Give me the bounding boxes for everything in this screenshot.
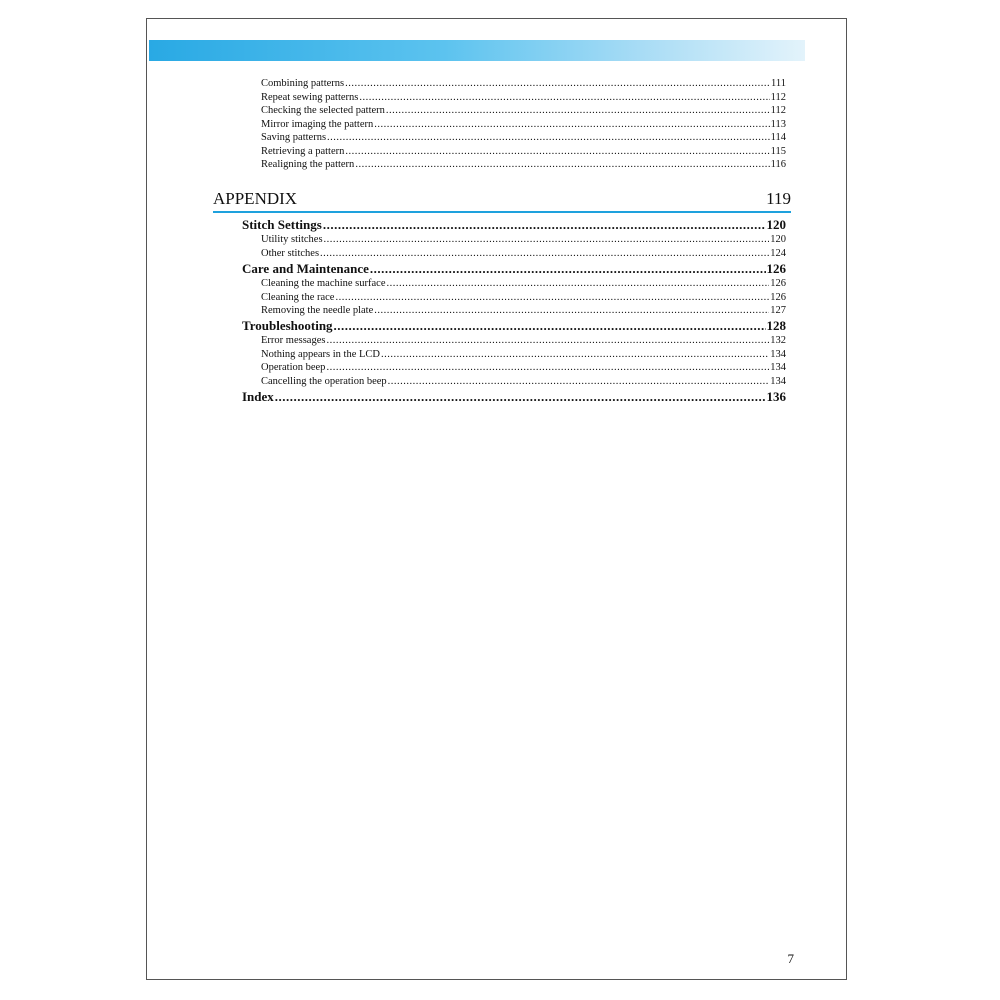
- toc-entry-page: 111: [771, 78, 786, 89]
- dot-leader: [355, 158, 769, 172]
- dot-leader: [374, 304, 769, 318]
- toc-entry-label: Error messages: [261, 335, 326, 346]
- toc-section-label: Care and Maintenance: [242, 261, 369, 276]
- toc-entry-label: Retrieving a pattern: [261, 145, 345, 157]
- toc-entry-page: 134: [770, 348, 786, 360]
- toc-entry-label: Saving patterns: [261, 132, 327, 143]
- toc-entry-page: 114: [770, 132, 786, 143]
- toc-entry-page: 113: [770, 118, 786, 130]
- toc-entry-mirror-imaging[interactable]: [261, 118, 786, 132]
- toc-entry-label: Other stitches: [261, 247, 320, 259]
- toc-entry-other-stitches[interactable]: [261, 247, 786, 261]
- toc-entry-removing-needle-plate[interactable]: [261, 304, 786, 318]
- toc-entry-label: Operation beep: [261, 362, 326, 373]
- chapter-heading-appendix[interactable]: [213, 189, 791, 209]
- toc-entry-label: Realigning the pattern: [261, 159, 355, 170]
- toc-entry-saving-patterns[interactable]: [261, 131, 786, 145]
- toc-entry-page: 134: [770, 362, 786, 373]
- dot-leader: [335, 291, 769, 305]
- dot-leader: [388, 375, 770, 389]
- dot-leader: [345, 145, 769, 159]
- toc-entry-page: 112: [770, 91, 786, 103]
- toc-entry-label: Repeat sewing patterns: [261, 91, 359, 103]
- dot-leader: [324, 233, 770, 247]
- chapter-divider: [213, 211, 791, 213]
- toc-entry-operation-beep[interactable]: [261, 361, 786, 375]
- dot-leader: [381, 348, 769, 362]
- toc-entry-page: 127: [770, 305, 786, 316]
- toc-entry-page: 124: [770, 247, 786, 259]
- dot-leader: [359, 91, 769, 105]
- toc-section-label: Index: [242, 389, 274, 404]
- chapter-page: 119: [766, 189, 791, 208]
- toc-entry-page: 115: [770, 145, 786, 157]
- dot-leader: [327, 131, 770, 145]
- toc-entry-error-messages[interactable]: [261, 334, 786, 348]
- toc-entry-page: 116: [770, 159, 786, 170]
- toc-entry-utility-stitches[interactable]: [261, 233, 786, 247]
- toc-entry-label: Checking the selected pattern: [261, 105, 385, 116]
- toc-section-troubleshooting[interactable]: [242, 318, 786, 334]
- toc-entry-cleaning-machine-surface[interactable]: [261, 277, 786, 291]
- toc-section-page: 120: [766, 217, 786, 232]
- toc-entry-realigning-pattern[interactable]: [261, 158, 786, 172]
- toc-entry-page: 132: [770, 335, 786, 346]
- dot-leader: [345, 77, 770, 91]
- dot-leader: [370, 261, 766, 277]
- toc-entry-nothing-appears-lcd[interactable]: [261, 348, 786, 362]
- toc-entry-label: Mirror imaging the pattern: [261, 118, 374, 130]
- toc-section-stitch-settings[interactable]: [242, 217, 786, 233]
- toc-entry-retrieving-pattern[interactable]: [261, 145, 786, 159]
- toc-entry-cancelling-operation-beep[interactable]: [261, 375, 786, 389]
- toc-entry-page: 126: [770, 291, 786, 303]
- toc-entry-label: Removing the needle plate: [261, 305, 374, 316]
- toc-entry-cleaning-race[interactable]: [261, 291, 786, 305]
- dot-leader: [387, 277, 770, 291]
- toc-entry-page: 126: [770, 278, 786, 289]
- dot-leader: [334, 318, 766, 334]
- toc-section-label: Troubleshooting: [242, 318, 333, 333]
- toc-section-care-maintenance[interactable]: [242, 261, 786, 277]
- chapter-title: APPENDIX: [213, 189, 298, 208]
- toc-entry-label: Cleaning the machine surface: [261, 278, 386, 289]
- toc-entry-repeat-sewing-patterns[interactable]: [261, 91, 786, 105]
- toc-entry-label: Utility stitches: [261, 234, 323, 245]
- dot-leader: [320, 247, 769, 261]
- toc-entry-label: Nothing appears in the LCD: [261, 348, 380, 360]
- toc-entry-combining-patterns[interactable]: [261, 77, 786, 91]
- toc-entry-label: Cancelling the operation beep: [261, 375, 387, 387]
- toc-section-page: 126: [766, 261, 786, 276]
- toc-entry-page: 120: [770, 234, 786, 245]
- toc-section-page: 128: [766, 318, 786, 333]
- dot-leader: [326, 361, 769, 375]
- dot-leader: [275, 389, 766, 405]
- toc-entry-label: Combining patterns: [261, 78, 345, 89]
- dot-leader: [326, 334, 769, 348]
- page-number: 7: [787, 951, 794, 966]
- dot-leader: [374, 118, 769, 132]
- header-color-band: [149, 40, 805, 61]
- document-page: [146, 18, 847, 980]
- dot-leader: [386, 104, 770, 118]
- toc-entry-page: 134: [770, 375, 786, 387]
- toc-entry-label: Cleaning the race: [261, 291, 335, 303]
- toc-section-page: 136: [766, 389, 786, 404]
- toc-entry-page: 112: [770, 105, 786, 116]
- toc-section-label: Stitch Settings: [242, 217, 322, 232]
- toc-entry-checking-selected-pattern[interactable]: [261, 104, 786, 118]
- toc-section-index[interactable]: [242, 389, 786, 405]
- dot-leader: [323, 217, 766, 233]
